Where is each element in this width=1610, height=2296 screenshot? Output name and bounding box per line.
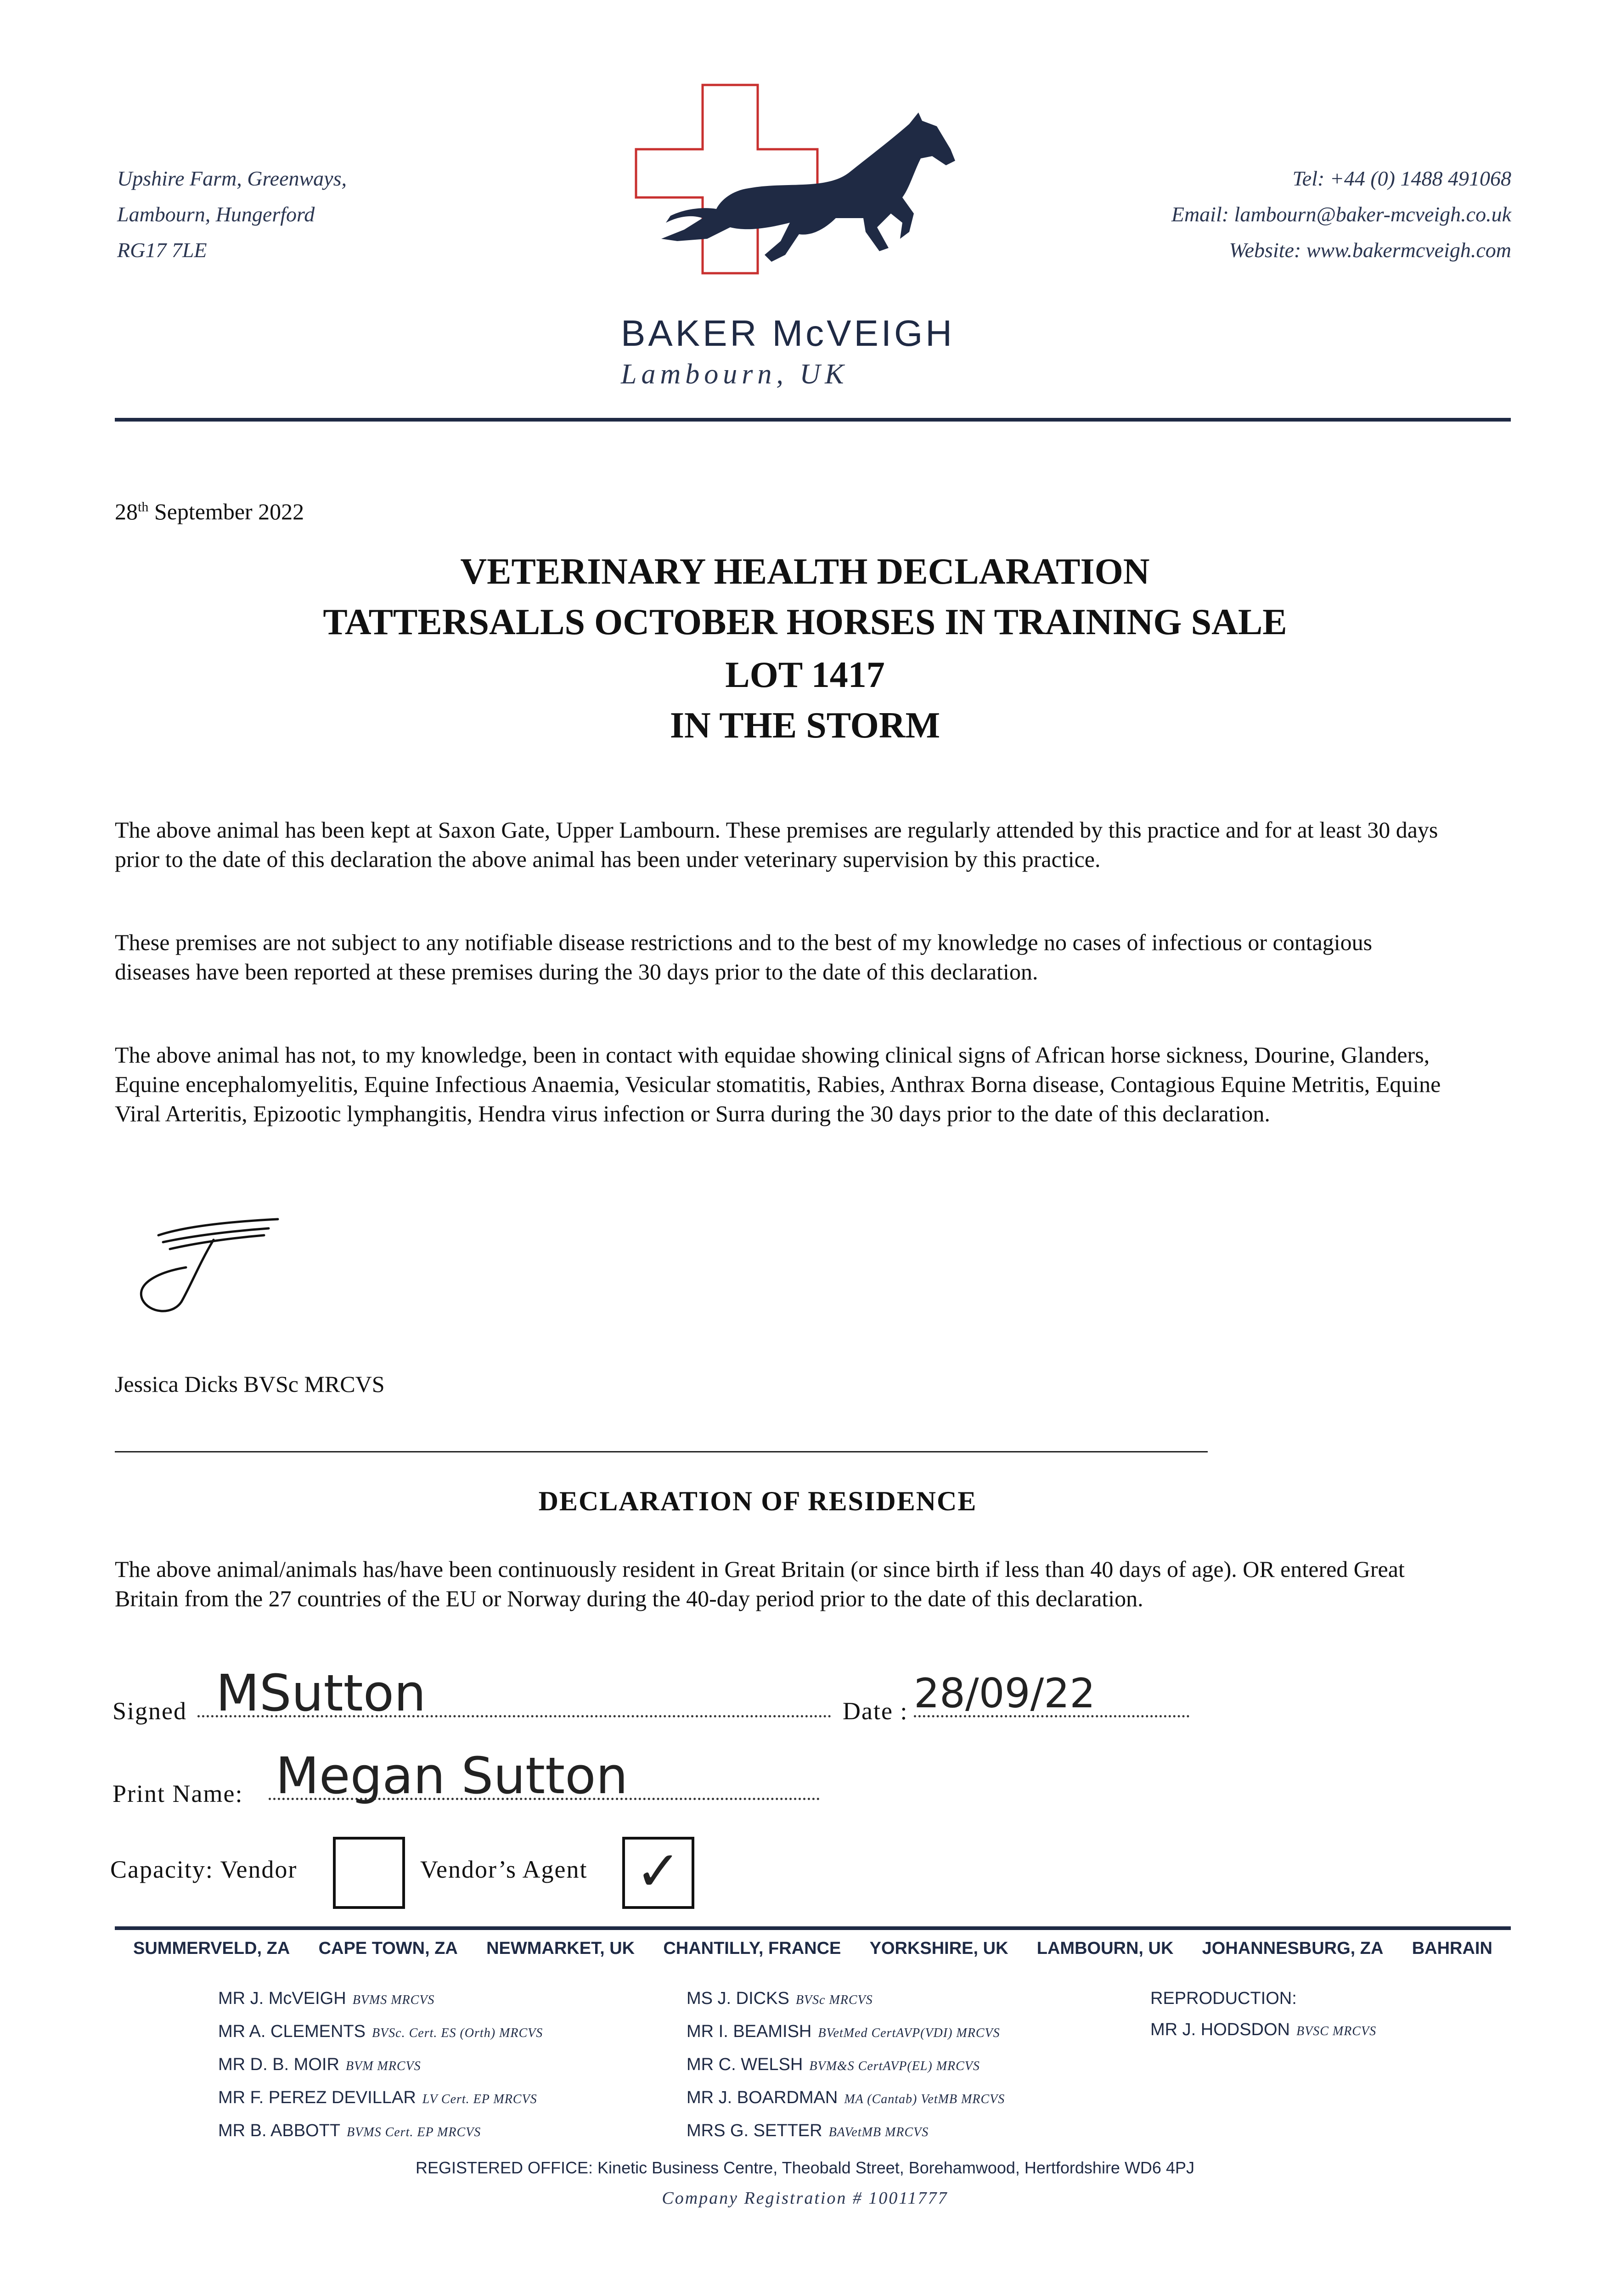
vet-list-col2: [687, 1983, 1005, 2148]
vendor-checkbox[interactable]: [333, 1837, 405, 1909]
city: NEWMARKET, UK: [486, 1939, 635, 1958]
vet-entry: [218, 2049, 543, 2082]
vet-entry-qual: BVetMed CertAVP(VDI) MRCVS: [818, 2026, 1000, 2040]
city: LAMBOURN, UK: [1036, 1939, 1174, 1958]
vet-entry-qual: BVSc. Cert. ES (Orth) MRCVS: [372, 2026, 543, 2040]
date-rest: September 2022: [148, 499, 304, 524]
print-name-label: Print Name:: [113, 1780, 243, 1807]
vet-entry: [687, 1983, 1005, 2016]
vet-entry: [218, 1983, 543, 2016]
vet-entry-name: MRS G. SETTER: [687, 2121, 822, 2140]
vet-entry-name: MR B. ABBOTT: [218, 2121, 341, 2140]
vet-entry: [218, 2082, 543, 2115]
reproduction-heading: REPRODUCTION:: [1150, 1989, 1297, 2008]
vet-entry-qual: BVSc MRCVS: [795, 1993, 873, 2007]
body-paragraph: [115, 1040, 1447, 1128]
vet-entry-qual: BVM MRCVS: [345, 2059, 421, 2073]
vet-entry-name: MR F. PEREZ DEVILLAR: [218, 2088, 416, 2107]
city: SUMMERVELD, ZA: [133, 1939, 290, 1958]
company-registration: Company Registration # 10011777: [662, 2189, 948, 2208]
residence-title: DECLARATION OF RESIDENCE: [538, 1486, 977, 1516]
vet-entry-qual: BVMS MRCVS: [352, 1993, 435, 2007]
vet-entry-name: MR J. BOARDMAN: [687, 2088, 838, 2107]
print-name-value: Megan Sutton: [276, 1746, 628, 1805]
city: YORKSHIRE, UK: [869, 1939, 1008, 1958]
footer-divider: [115, 1926, 1511, 1930]
check-mark-icon: ✓: [635, 1840, 681, 1903]
website-line: Website: www.bakermcveigh.com: [1229, 238, 1511, 262]
office-locations: [115, 1939, 1511, 1958]
vet-list-col1: [218, 1983, 543, 2148]
paragraph-premises: The above animal has been kept at Saxon Gate, Upper Lambourn. These premises are regularly attended by this practice and for at least 30 days prior to the date of this declaration the above animal has been under veterinary supervision by this practice.: [115, 817, 1438, 872]
vet-list-col3: [1150, 1983, 1376, 2047]
vet-entry: [218, 2016, 543, 2049]
vet-entry: [687, 2016, 1005, 2049]
vet-entry-name: MR A. CLEMENTS: [218, 2022, 366, 2041]
date-suffix: th: [138, 499, 149, 515]
signature-line[interactable]: [197, 1664, 831, 1722]
practice-contact: [1171, 161, 1511, 268]
baker-mcveigh-logo: [634, 80, 987, 301]
registered-office: REGISTERED OFFICE: Kinetic Business Centre, Theobald Street, Borehamwood, Hertfordshire WD6 4PJ: [416, 2158, 1194, 2177]
date-day: 28: [115, 499, 138, 524]
vet-entry-qual: BVMS Cert. EP MRCVS: [347, 2125, 481, 2139]
body-paragraph: [115, 928, 1447, 986]
vet-entry-qual: BVM&S CertAVP(EL) MRCVS: [809, 2059, 980, 2073]
vet-entry-name: MR J. HODSDON: [1150, 2020, 1290, 2039]
vet-entry: [218, 2115, 543, 2148]
vet-entry: [687, 2049, 1005, 2082]
date-label: Date :: [843, 1697, 908, 1725]
vet-entry-name: MR C. WELSH: [687, 2055, 803, 2074]
vet-entry-qual: LV Cert. EP MRCVS: [422, 2092, 537, 2106]
section-divider: [115, 1451, 1208, 1452]
address-line: RG17 7LE: [117, 238, 207, 262]
sale-title: TATTERSALLS OCTOBER HORSES IN TRAINING SALE: [323, 602, 1287, 642]
vet-entry-qual: BAVetMB MRCVS: [828, 2125, 929, 2139]
address-line: Lambourn, Hungerford: [117, 203, 315, 226]
horse-name: IN THE STORM: [670, 705, 940, 746]
date-line[interactable]: [914, 1671, 1189, 1717]
vet-entry-name: MS J. DICKS: [687, 1989, 789, 2008]
print-name-line[interactable]: [269, 1746, 820, 1805]
vet-entry-name: MR J. McVEIGH: [218, 1989, 346, 2008]
paragraph-restrictions: These premises are not subject to any notifiable disease restrictions and to the best of my knowledge no cases of infectious or contagious diseases have been reported at these premises during the 30 days prior to the date of this declaration.: [115, 929, 1373, 985]
signed-label: Signed: [113, 1697, 187, 1725]
email-line: Email: lambourn@baker-mcveigh.co.uk: [1171, 203, 1511, 226]
address-line: Upshire Farm, Greenways,: [117, 167, 347, 190]
capacity-label: Capacity: Vendor: [110, 1856, 298, 1883]
signed-date: 28/09/22: [914, 1670, 1096, 1717]
city: BAHRAIN: [1412, 1939, 1492, 1958]
phone-line: Tel: +44 (0) 1488 491068: [1292, 167, 1511, 190]
vet-entry-qual: BVSC MRCVS: [1296, 2024, 1377, 2038]
residence-paragraph: [115, 1554, 1447, 1613]
vendor-agent-checkbox[interactable]: [622, 1837, 694, 1909]
paragraph-contact: The above animal has not, to my knowledge, been in contact with equidae showing clinical signs of African horse sickness, Dourine, Glanders, Equine encephalomyelitis, Equine Infectious Anaemia, Vesicular stomatitis, Rabies, Anthrax Borna disease, Contagious Equine Metritis, Equine Viral Arteritis, Epizootic lymphangitis, Hendra virus infection or Surra during the 30 days prior to the date of this declaration.: [115, 1042, 1441, 1126]
header-divider: [115, 418, 1511, 422]
practice-address: [117, 161, 347, 268]
vendor-agent-label: Vendor’s Agent: [420, 1856, 588, 1883]
document-title: VETERINARY HEALTH DECLARATION: [460, 551, 1150, 592]
vendor-signature: MSutton: [216, 1664, 426, 1722]
city: JOHANNESBURG, ZA: [1202, 1939, 1384, 1958]
vet-signature: [131, 1208, 287, 1318]
signed-field: [113, 1697, 187, 1725]
brand-location: Lambourn, UK: [621, 359, 849, 390]
vet-name: Jessica Dicks BVSc MRCVS: [115, 1371, 385, 1397]
declaration-date: [115, 498, 304, 525]
vet-entry-name: MR D. B. MOIR: [218, 2055, 339, 2074]
city: CAPE TOWN, ZA: [318, 1939, 458, 1958]
vet-entry: [687, 2115, 1005, 2148]
vet-entry-name: MR I. BEAMISH: [687, 2022, 812, 2041]
body-paragraph: [115, 815, 1447, 874]
vet-entry: [687, 2082, 1005, 2115]
vet-entry: [1150, 2014, 1376, 2047]
brand-name: BAKER McVEIGH: [621, 313, 955, 354]
residence-text: The above animal/animals has/have been continuously resident in Great Britain (or since birth if less than 40 days of age). OR entered Great Britain from the 27 countries of the EU or Norway during the 40-day period prior to the date of this declaration.: [115, 1556, 1405, 1611]
vet-entry-qual: MA (Cantab) VetMB MRCVS: [844, 2092, 1005, 2106]
lot-number: LOT 1417: [725, 655, 885, 695]
city: CHANTILLY, FRANCE: [663, 1939, 841, 1958]
horse-silhouette: [661, 113, 955, 262]
